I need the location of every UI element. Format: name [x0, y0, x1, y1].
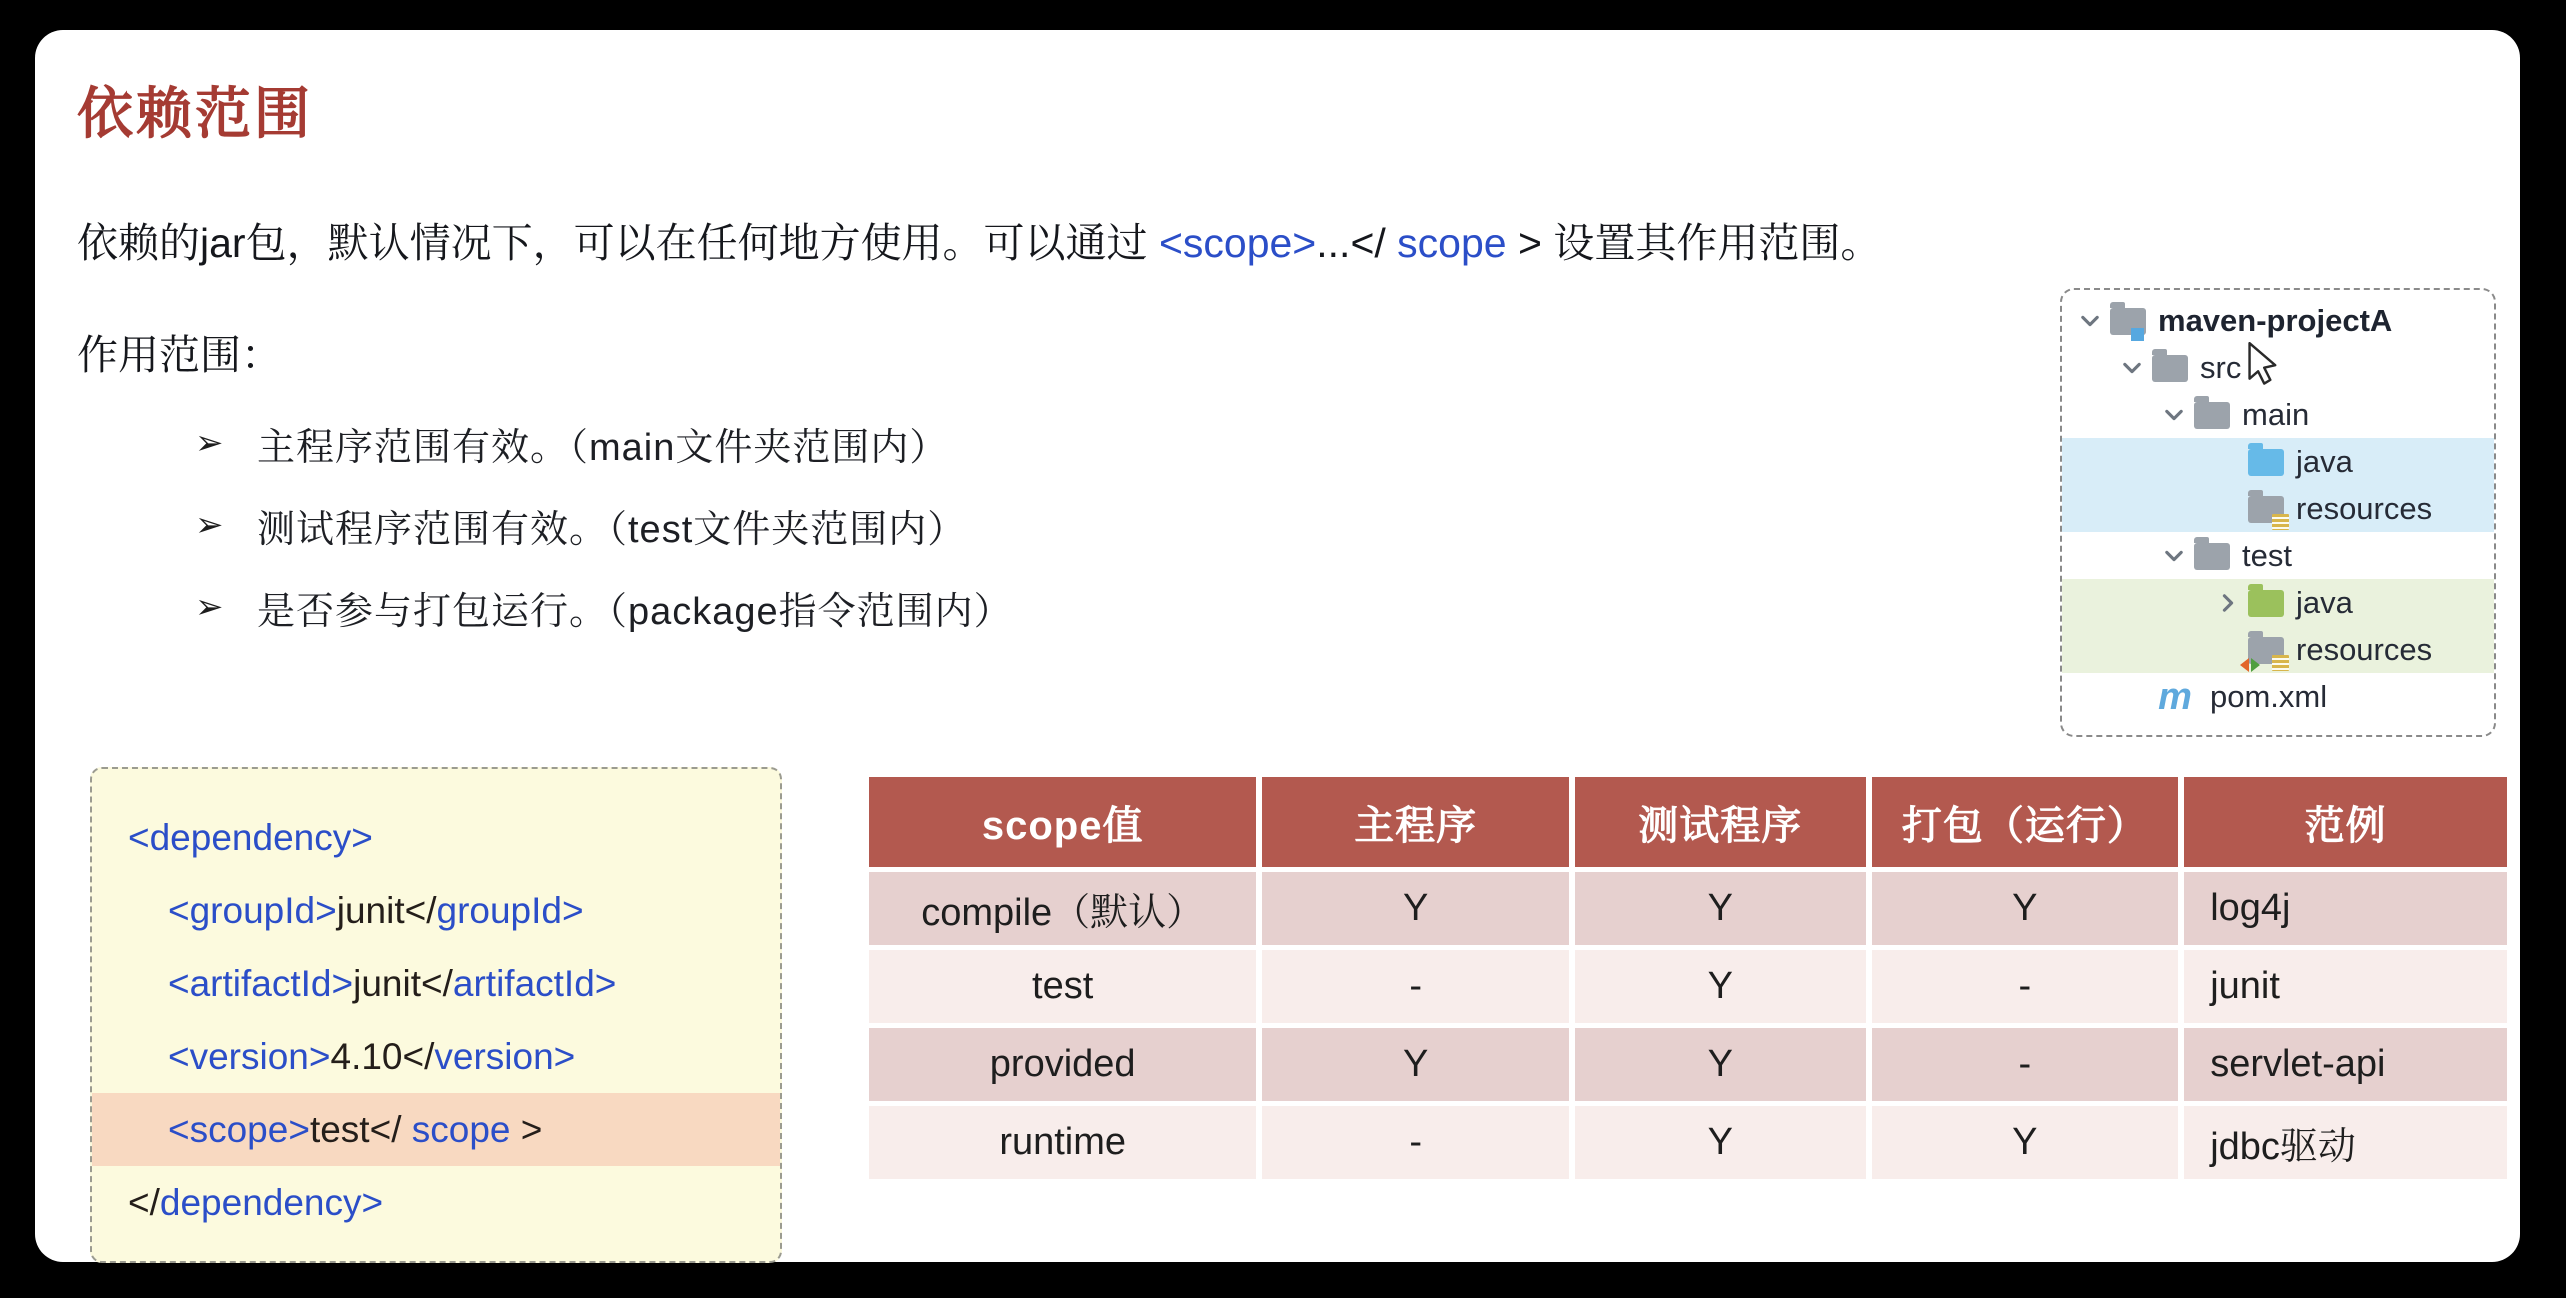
tree-item-label: pom.xml — [2210, 678, 2328, 714]
code-segment: > — [510, 1108, 543, 1150]
intro-segment: scope — [1397, 220, 1507, 266]
resources-folder-icon — [2248, 496, 2284, 523]
scope-table — [863, 772, 2513, 1184]
scope-table-cell: Y — [1575, 950, 1866, 1023]
code-segment: <scope> — [168, 1108, 310, 1150]
tree-item-label: main — [2242, 396, 2310, 432]
bullet-marker-icon: ➢ — [195, 424, 224, 462]
scope-table-cell: compile（默认） — [869, 872, 1256, 945]
bullet-text: 是否参与打包运行。（package指令范围内） — [257, 590, 1013, 633]
scope-section-label: 作用范围： — [77, 332, 282, 378]
test-source-folder-icon — [2248, 590, 2284, 617]
scope-table-cell: Y — [1575, 872, 1866, 945]
tree-row — [2062, 485, 2494, 532]
code-segment: </ — [421, 962, 453, 1004]
chevron-down-icon — [2078, 309, 2102, 333]
code-segment: </ — [128, 1181, 160, 1223]
tree-row — [2062, 579, 2494, 626]
code-segment: junit — [353, 962, 421, 1004]
folder-icon — [2152, 355, 2188, 382]
chevron-slot — [2154, 544, 2194, 568]
scope-table-cell: - — [1262, 950, 1569, 1023]
code-segment: dependency> — [159, 1181, 384, 1223]
intro-segment: ... — [1316, 220, 1351, 266]
scope-table-header-cell: 主程序 — [1262, 777, 1569, 867]
code-segment: test — [309, 1108, 370, 1150]
chevron-down-icon — [2120, 356, 2144, 380]
scope-table-cell: - — [1262, 1106, 1569, 1179]
resources-badge — [2272, 514, 2289, 530]
tree-row — [2062, 626, 2494, 673]
scope-table-cell: log4j — [2184, 872, 2507, 945]
code-segment: <version> — [168, 1035, 331, 1077]
chevron-down-icon — [2162, 403, 2186, 427]
bullet-list — [195, 402, 1013, 648]
code-segment: </ — [402, 1035, 435, 1077]
maven-file-icon: m — [2158, 675, 2192, 718]
module-folder-icon — [2110, 308, 2146, 335]
bullet-text: 测试程序范围有效。（test文件夹范围内） — [257, 508, 967, 551]
intro-segment: > — [1506, 220, 1554, 266]
intro-paragraph — [77, 210, 1881, 269]
bullet-item — [195, 402, 1013, 484]
scope-table-cell: servlet-api — [2184, 1028, 2507, 1101]
code-segment: groupId> — [436, 889, 584, 931]
code-segment: scope — [411, 1108, 511, 1150]
scope-table-cell: Y — [1575, 1106, 1866, 1179]
table-row — [869, 950, 2507, 1023]
module-badge — [2131, 328, 2144, 341]
scope-table-cell: Y — [1262, 1028, 1569, 1101]
scope-table-header-cell: 打包（运行） — [1872, 777, 2179, 867]
scope-table-header-cell: 范例 — [2184, 777, 2507, 867]
scope-table-cell: Y — [1262, 872, 1569, 945]
intro-segment: 依赖的jar包，默认情况下，可以在任何地方使用。可以通过 — [77, 220, 1159, 266]
intro-segment: <scope> — [1158, 220, 1317, 266]
code-segment: </ — [369, 1108, 412, 1150]
table-row — [869, 872, 2507, 945]
resources-badge — [2272, 655, 2289, 671]
chevron-slot — [2154, 403, 2194, 427]
bullet-text: 主程序范围有效。（main文件夹范围内） — [257, 426, 949, 469]
code-line — [92, 1093, 780, 1166]
tree-item-label: test — [2242, 537, 2292, 573]
chevron-slot — [2208, 591, 2248, 615]
bullet-item — [195, 566, 1013, 648]
code-line — [92, 1020, 780, 1093]
code-segment: <dependency> — [128, 816, 373, 858]
code-segment: </ — [404, 889, 437, 931]
tree-row — [2062, 297, 2494, 344]
test-resources-folder-icon — [2248, 637, 2284, 664]
scope-table-cell: - — [1872, 950, 2179, 1023]
folder-icon — [2194, 402, 2230, 429]
table-row — [869, 1028, 2507, 1101]
scope-table-header-cell: scope值 — [869, 777, 1256, 867]
scope-table-cell: Y — [1872, 1106, 2179, 1179]
page-title: 依赖范围 — [77, 82, 313, 145]
tree-item-label: maven-projectA — [2158, 302, 2393, 338]
chevron-right-icon — [2216, 591, 2240, 615]
code-segment: <artifactId> — [168, 962, 354, 1004]
table-header-row — [869, 777, 2507, 867]
scope-table-cell: jdbc驱动 — [2184, 1106, 2507, 1179]
scope-table-cell: provided — [869, 1028, 1256, 1101]
tree-item-label: java — [2296, 443, 2353, 479]
scope-table-cell: runtime — [869, 1106, 1256, 1179]
tree-item-label: resources — [2296, 490, 2433, 526]
chevron-down-icon — [2162, 544, 2186, 568]
bullet-marker-icon: ➢ — [195, 506, 224, 544]
bullet-marker-icon: ➢ — [195, 588, 224, 626]
chevron-slot — [2112, 356, 2152, 380]
tree-row — [2062, 438, 2494, 485]
scope-table-cell: Y — [1872, 872, 2179, 945]
code-line — [92, 947, 780, 1020]
tree-row — [2062, 391, 2494, 438]
project-tree-panel — [2060, 288, 2496, 737]
tree-item-label: resources — [2296, 631, 2433, 667]
tree-row — [2062, 532, 2494, 579]
scope-table-cell: junit — [2184, 950, 2507, 1023]
code-line — [92, 801, 780, 874]
code-segment: 4.10 — [330, 1035, 403, 1077]
scope-table-cell: test — [869, 950, 1256, 1023]
code-line — [92, 874, 780, 947]
code-segment: junit — [336, 889, 405, 931]
scope-table-cell: Y — [1575, 1028, 1866, 1101]
folder-icon — [2194, 543, 2230, 570]
tree-item-label: java — [2296, 584, 2353, 620]
dependency-code-block — [90, 767, 782, 1263]
intro-segment: </ — [1350, 220, 1398, 266]
chevron-slot — [2070, 309, 2110, 333]
code-segment: <groupId> — [168, 889, 337, 931]
intro-segment: 设置其作用范围。 — [1553, 220, 1882, 266]
code-segment: version> — [434, 1035, 576, 1077]
table-row — [869, 1106, 2507, 1179]
java-source-folder-icon — [2248, 449, 2284, 476]
tree-row — [2062, 673, 2494, 720]
test-resources-badge — [2240, 658, 2260, 672]
tree-item-label: src — [2200, 349, 2242, 385]
mouse-cursor-icon — [2244, 342, 2282, 386]
slide-card — [35, 30, 2520, 1262]
bullet-item — [195, 484, 1013, 566]
scope-table-header-cell: 测试程序 — [1575, 777, 1866, 867]
code-line — [92, 1166, 780, 1239]
code-segment: artifactId> — [452, 962, 617, 1004]
scope-table-cell: - — [1872, 1028, 2179, 1101]
